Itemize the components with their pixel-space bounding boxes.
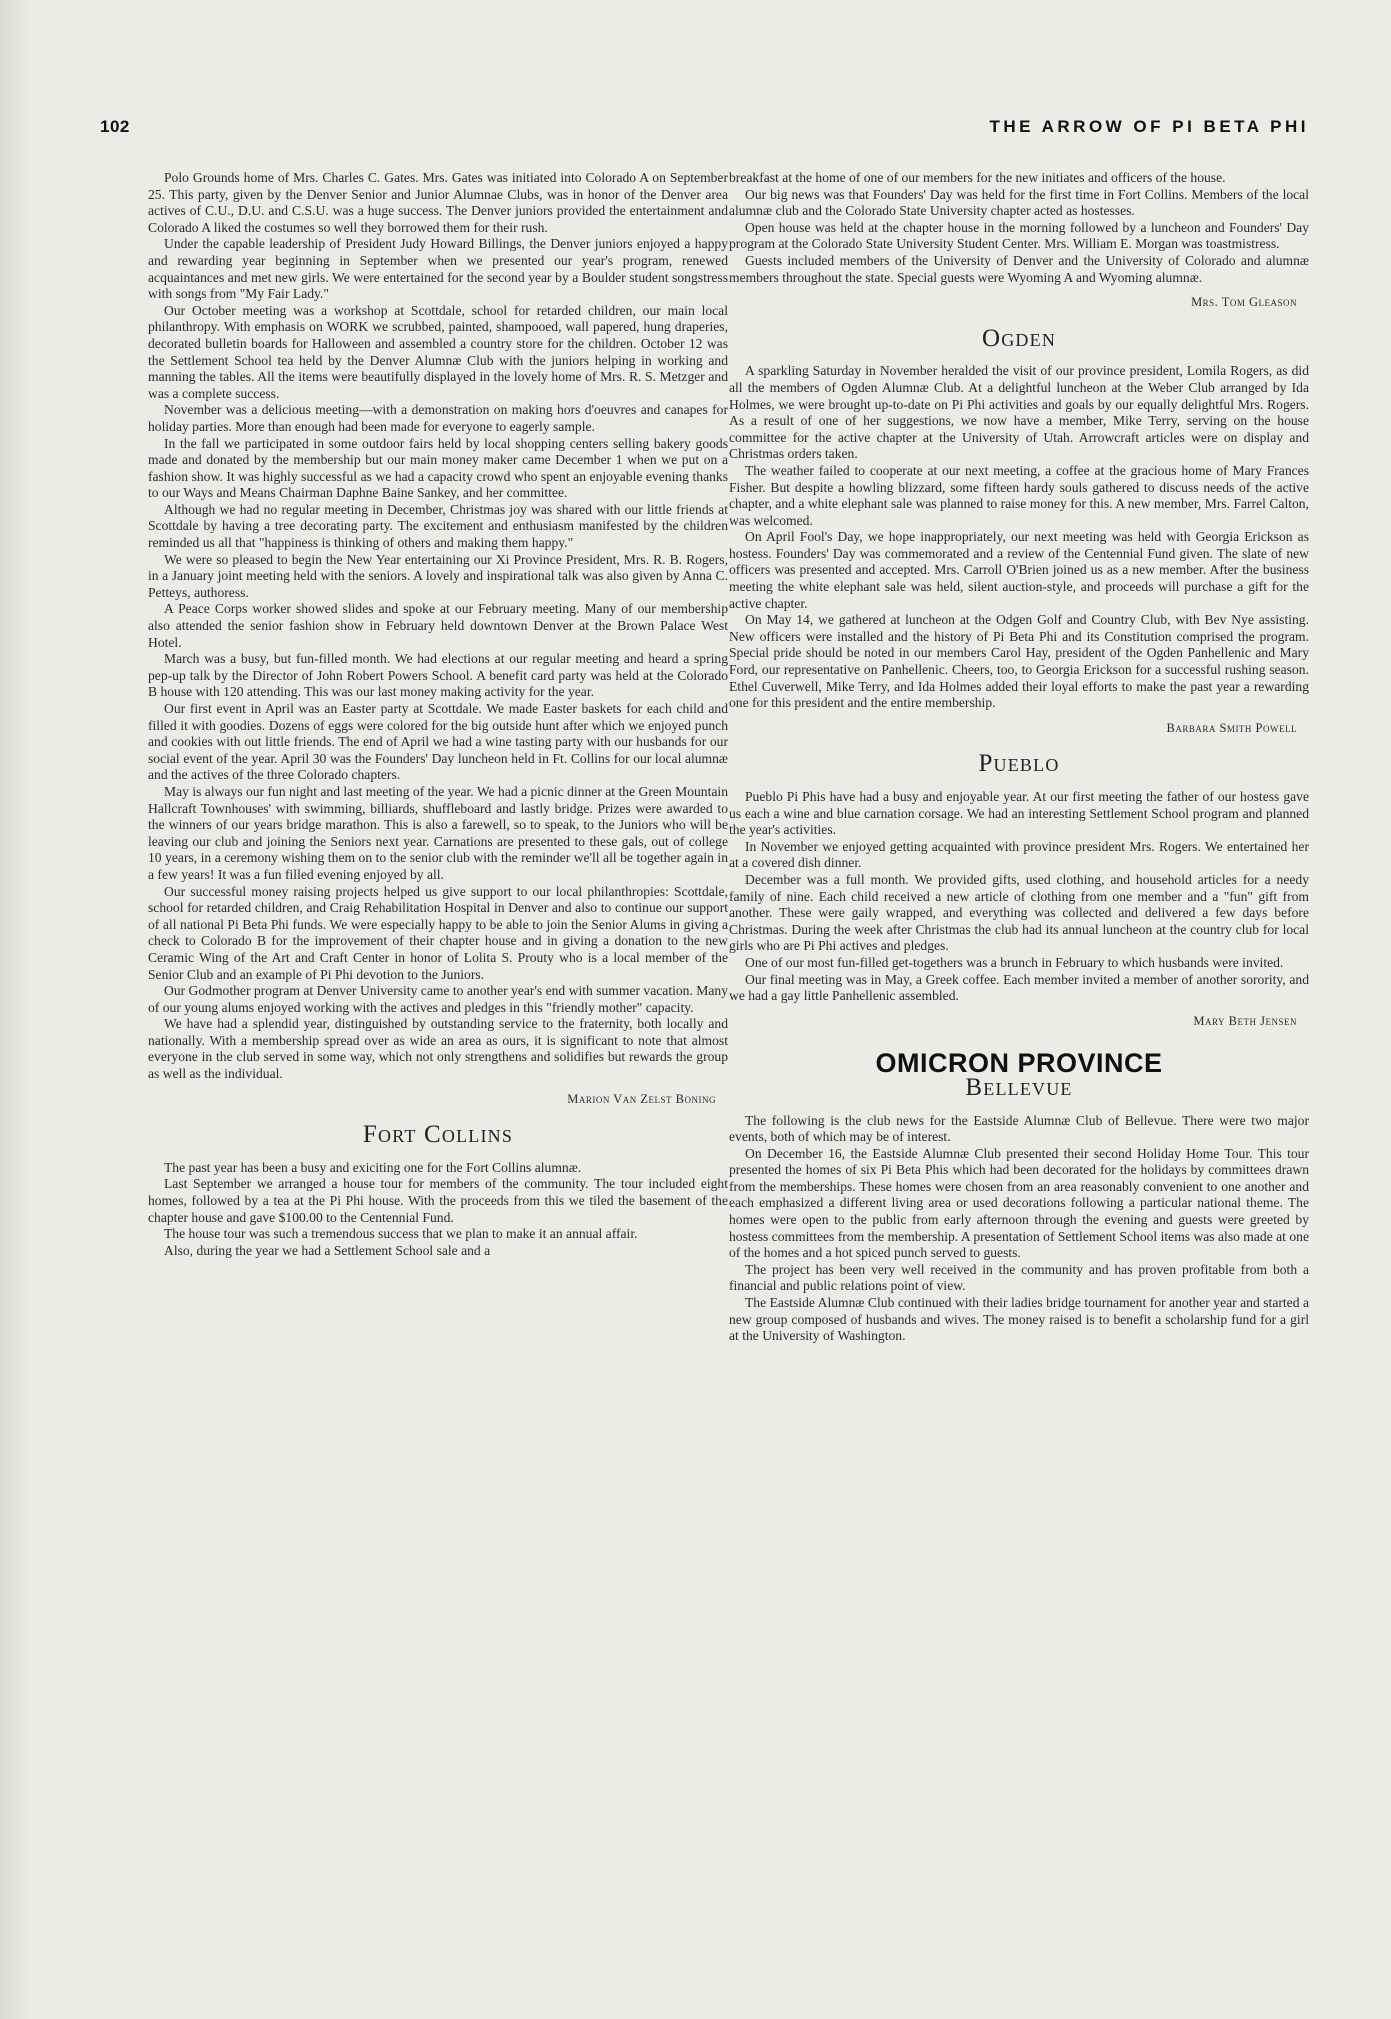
page-number: 102 (100, 117, 130, 136)
paragraph: In the fall we participated in some outdoor fairs held by local shopping centers selling bakery goods made and donated by the membership but our main money maker came December 1 when we put on a fashion show. It was highly successful as we had a capacity crowd who spent an enjoyable evening thanks to our Ways and Means Chairman Daphne Baine Sankey, and her committee. (148, 435, 728, 501)
paragraph: A sparkling Saturday in November heralded the visit of our province president, Lomila Rogers, as did all the members of Ogden Alumnæ Club. At a delightful luncheon at the Weber Club arranged by Ida Holmes, we were brought up-to-date on Pi Phi activities and goals by our equally delightful Mrs. Rogers. As a result of one of her suggestions, we now have a member, Mike Terry, serving on the house committee for the active chapter at the University of Utah. Arrowcraft articles were on display and Christmas orders taken. (729, 363, 1309, 462)
running-head: THE ARROW OF PI BETA PHI (989, 117, 1309, 136)
paragraph: One of our most fun-filled get-togethers was a brunch in February to which husbands were invited. (745, 954, 1284, 970)
paragraph: On April Fool's Day, we hope inappropriately, our next meeting was held with Georgia Erickson as hostess. Founders' Day was commemorated and a review of the Centennial Fund given. The slate of new officers was presented and accepted. Mrs. Carroll O'Brien joined us as a new member. After the business meeting the white elephant sale was held, silent auction-style, and proceeds will purchase a gift for the active chapter. (729, 529, 1309, 611)
paragraph: Our Godmother program at Denver University came to another year's end with summer vacation. Many of our young alums enjoyed working with the actives and pledges in this "friendly mother" capacity. (148, 983, 728, 1015)
page-edge-shadow (0, 0, 32, 2019)
paragraph: Polo Grounds home of Mrs. Charles C. Gates. Mrs. Gates was initiated into Colorado A on September 25. This party, given by the Denver Senior and Junior Alumnae Clubs, was in honor of the Denver area actives of C.U., D.U. and C.S.U. was a huge success. The Denver juniors provided the entertainment and Colorado A liked the costumes so well they borrowed them for their rush. (148, 170, 728, 235)
section-heading-fort-collins: Fort Collins (362, 1121, 514, 1149)
paragraph: Last September we arranged a house tour for members of the community. The tour included eight homes, followed by a tea at the Pi Phi house. With the proceeds from this we tiled the basement of the chapter house and gave $100.00 to the Centennial Fund. (148, 1176, 728, 1225)
paragraph: Pueblo Pi Phis have had a busy and enjoyable year. At our first meeting the father of our hostess gave us each a wine and blue carnation corsage. We had an interesting Settlement School program and planned the year's activities. (729, 789, 1309, 838)
section-heading-pueblo: Pueblo (978, 750, 1060, 778)
paragraph: December was a full month. We provided gifts, used clothing, and household articles for a needy family of nine. Each child received a new article of clothing from one member and a "fun" gift from another. These were gaily wrapped, and everything was collected and delivered a few days before Christmas. During the week after Christmas the club had its annual luncheon at the country club for local girls who are Pi Phi actives and pledges. (729, 871, 1309, 954)
pueblo-section (729, 750, 1309, 1029)
paragraph: Although we had no regular meeting in December, Christmas joy was shared with our little friends at Scottdale by having a tree decorating party. The excitement and enthusiasm manifested by the children reminded us all that "happiness is thinking of others and making them happy." (148, 501, 728, 551)
paragraph: Our successful money raising projects helped us give support to our local philanthropies: Scottdale, school for retarded children, and Craig Rehabilitation Hospital in Denver and also to continue our support of all national Pi Beta Phi funds. We were especially happy to be able to join the Senior Alums in giving a check to Colorado B for the improvement of their chapter house and in giving a donation to the new Ceramic Wing of the Art and Craft Center in honor of Lolita S. Prouty who is a local member of the Senior Club and an example of Pi Phi devotion to the Juniors. (148, 883, 728, 982)
ogden-section (729, 324, 1309, 737)
paragraph: On December 16, the Eastside Alumnæ Club presented their second Holiday Home Tour. This tour presented the homes of six Pi Beta Phis which had been decorated for the holidays by committees drawn from the memberships. These homes were chosen from an area reasonably convenient to one another and each emphasized a different living area or used decorations following a particular national theme. The homes were open to the public from early afternoon through the evening and guests were greeted by hostess committees from the membership. A presentation of Settlement School items was also made at one of the homes and a hot spiced punch served to guests. (729, 1145, 1309, 1261)
paragraph: Open house was held at the chapter house in the morning followed by a luncheon and Founders' Day program at the Colorado State University Student Center. Mrs. William E. Morgan was toastmistress. (729, 219, 1309, 252)
denver-juniors-article (148, 170, 728, 1107)
paragraph: On May 14, we gathered at luncheon at the Odgen Golf and Country Club, with Bev Nye assisting. New officers were installed and the history of Pi Beta Phi and its Constitution comprised the program. Special pride should be noted in our members Carol Hay, president of the Ogden Panhellenic and Mary Ford, our representative on Panhellenic. Cheers, too, to Georgia Erickson for a successful rushing season. Ethel Cuverwell, Mike Terry, and Ida Holmes added their loyal efforts to make the past year a rewarding one for this president and the entire membership. (729, 612, 1309, 711)
left-column (148, 170, 728, 1259)
section-heading-ogden: Ogden (981, 324, 1057, 352)
fort-collins-continued (729, 170, 1309, 311)
paragraph: Our final meeting was in May, a Greek coffee. Each member invited a member of another sorority, and we had a gay little Panhellenic assembled. (729, 971, 1309, 1004)
paragraph: The house tour was such a tremendous success that we plan to make it an annual affair. (164, 1226, 638, 1242)
section-heading-bellevue: Bellevue (965, 1073, 1073, 1101)
paragraph: Under the capable leadership of President Judy Howard Billings, the Denver juniors enjoyed a happy and rewarding year beginning in September when we presented our year's program, renewed acquaintances and met new girls. We were entertained for the second year by a Boulder student songstress with songs from "My Fair Lady." (148, 236, 728, 302)
paragraph: May is always our fun night and last meeting of the year. We had a picnic dinner at the Green Mountain Hallcraft Townhouses' with swimming, billiards, shuffleboard and lastly bridge. Prizes were awarded to the winners of our years bridge marathon. This is also a farewell, so to speak, to the Juniors who will be leaving our club and joining the Seniors next year. Carnations are presented to these gals, out of college 10 years, in a ceremony wishing them on to the senior club with the reminder we'll all be together again in a few years! It was a fun filled evening enjoyed by all. (148, 783, 728, 882)
author-signature: Mrs. Tom Gleason (1191, 295, 1297, 310)
author-signature: Mary Beth Jensen (1193, 1013, 1297, 1028)
bellevue-section (729, 1073, 1309, 1345)
right-column (729, 170, 1309, 1345)
paragraph: We have had a splendid year, distinguished by outstanding service to the fraternity, both locally and nationally. With a membership spread over as wide an area as ours, it is significant to note that almost everyone in the club served in some way, which not only strengthens and solidifies but rewards the group as well as the individual. (148, 1016, 728, 1082)
province-heading: OMICRON PROVINCE (875, 1048, 1163, 1079)
paragraph: Our big news was that Founders' Day was held for the first time in Fort Collins. Members of the local alumnæ club and the Colorado State University chapter acted as hostesses. (729, 186, 1309, 219)
paragraph: breakfast at the home of one of our members for the new initiates and officers of the house. (729, 170, 1226, 185)
paragraph: Our first event in April was an Easter party at Scottdale. We made Easter baskets for each child and filled it with goodies. Dozens of eggs were colored for the big outside hunt after which we enjoyed punch and cookies with out little friends. The end of April we had a wine tasting party with our husbands for our social event of the year. April 30 was the Founders' Day luncheon held in Ft. Collins for our local alumnæ and the actives of the three Colorado chapters. (148, 701, 728, 783)
paragraph: March was a busy, but fun-filled month. We had elections at our regular meeting and heard a spring pep-up talk by the Director of John Robert Powers School. A benefit card party was held at the Colorado B house with 120 attending. This was our last money making activity for the year. (148, 651, 728, 700)
paragraph: The following is the club news for the Eastside Alumnæ Club of Bellevue. There were two major events, both of which may be of interest. (729, 1112, 1309, 1145)
author-signature: Marion Van Zelst Boning (567, 1091, 716, 1106)
paragraph: Our October meeting was a workshop at Scottdale, school for retarded children, our main local philanthropy. With emphasis on WORK we scrubbed, painted, shampooed, wall papered, hung draperies, decorated bulletin boards for Halloween and assembled a country store for the children. October 12 was the Settlement School tea held by the Denver Alumnæ Club with the juniors helping in working and manning the tables. All the items were beautifully displayed in the lovely home of Mrs. R. S. Metzger and was a complete success. (148, 302, 728, 401)
paragraph: The weather failed to cooperate at our next meeting, a coffee at the gracious home of Mary Frances Fisher. But despite a howling blizzard, some fifteen hardy souls gathered to discuss needs of the active chapter, and a white elephant sale was planned to raise money for this. A new member, Mrs. Farrel Calton, was welcomed. (729, 462, 1309, 528)
author-signature: Barbara Smith Powell (1166, 720, 1297, 735)
paragraph: November was a delicious meeting—with a demonstration on making hors d'oeuvres and canapes for holiday parties. More than enough had been made for everyone to eagerly sample. (148, 402, 728, 434)
paragraph: Also, during the year we had a Settlement School sale and a (164, 1242, 491, 1258)
paragraph: We were so pleased to begin the New Year entertaining our Xi Province President, Mrs. R. B. Rogers, in a January joint meeting held with the seniors. A lovely and inspirational talk was also given by Anna C. Petteys, authoress. (148, 551, 728, 600)
paragraph: In November we enjoyed getting acquainted with province president Mrs. Rogers. We entertained her at a covered dish dinner. (729, 838, 1309, 871)
paragraph: A Peace Corps worker showed slides and spoke at our February meeting. Many of our membership also attended the senior fashion show in February held downtown Denver at the Brown Palace West Hotel. (148, 601, 728, 650)
fort-collins-section (148, 1121, 728, 1259)
paragraph: The past year has been a busy and exiciting one for the Fort Collins alumnæ. (164, 1159, 582, 1175)
page-header (0, 0, 1391, 150)
paragraph: The project has been very well received in the community and has proven profitable from both a financial and public relations point of view. (729, 1261, 1309, 1294)
paragraph: The Eastside Alumnæ Club continued with their ladies bridge tournament for another year and started a new group composed of husbands and wives. The money raised is to benefit a scholarship fund for a girl at the University of Washington. (729, 1295, 1309, 1344)
paragraph: Guests included members of the University of Denver and the University of Colorado and alumnæ members throughout the state. Special guests were Wyoming A and Wyoming alumnæ. (729, 252, 1309, 285)
